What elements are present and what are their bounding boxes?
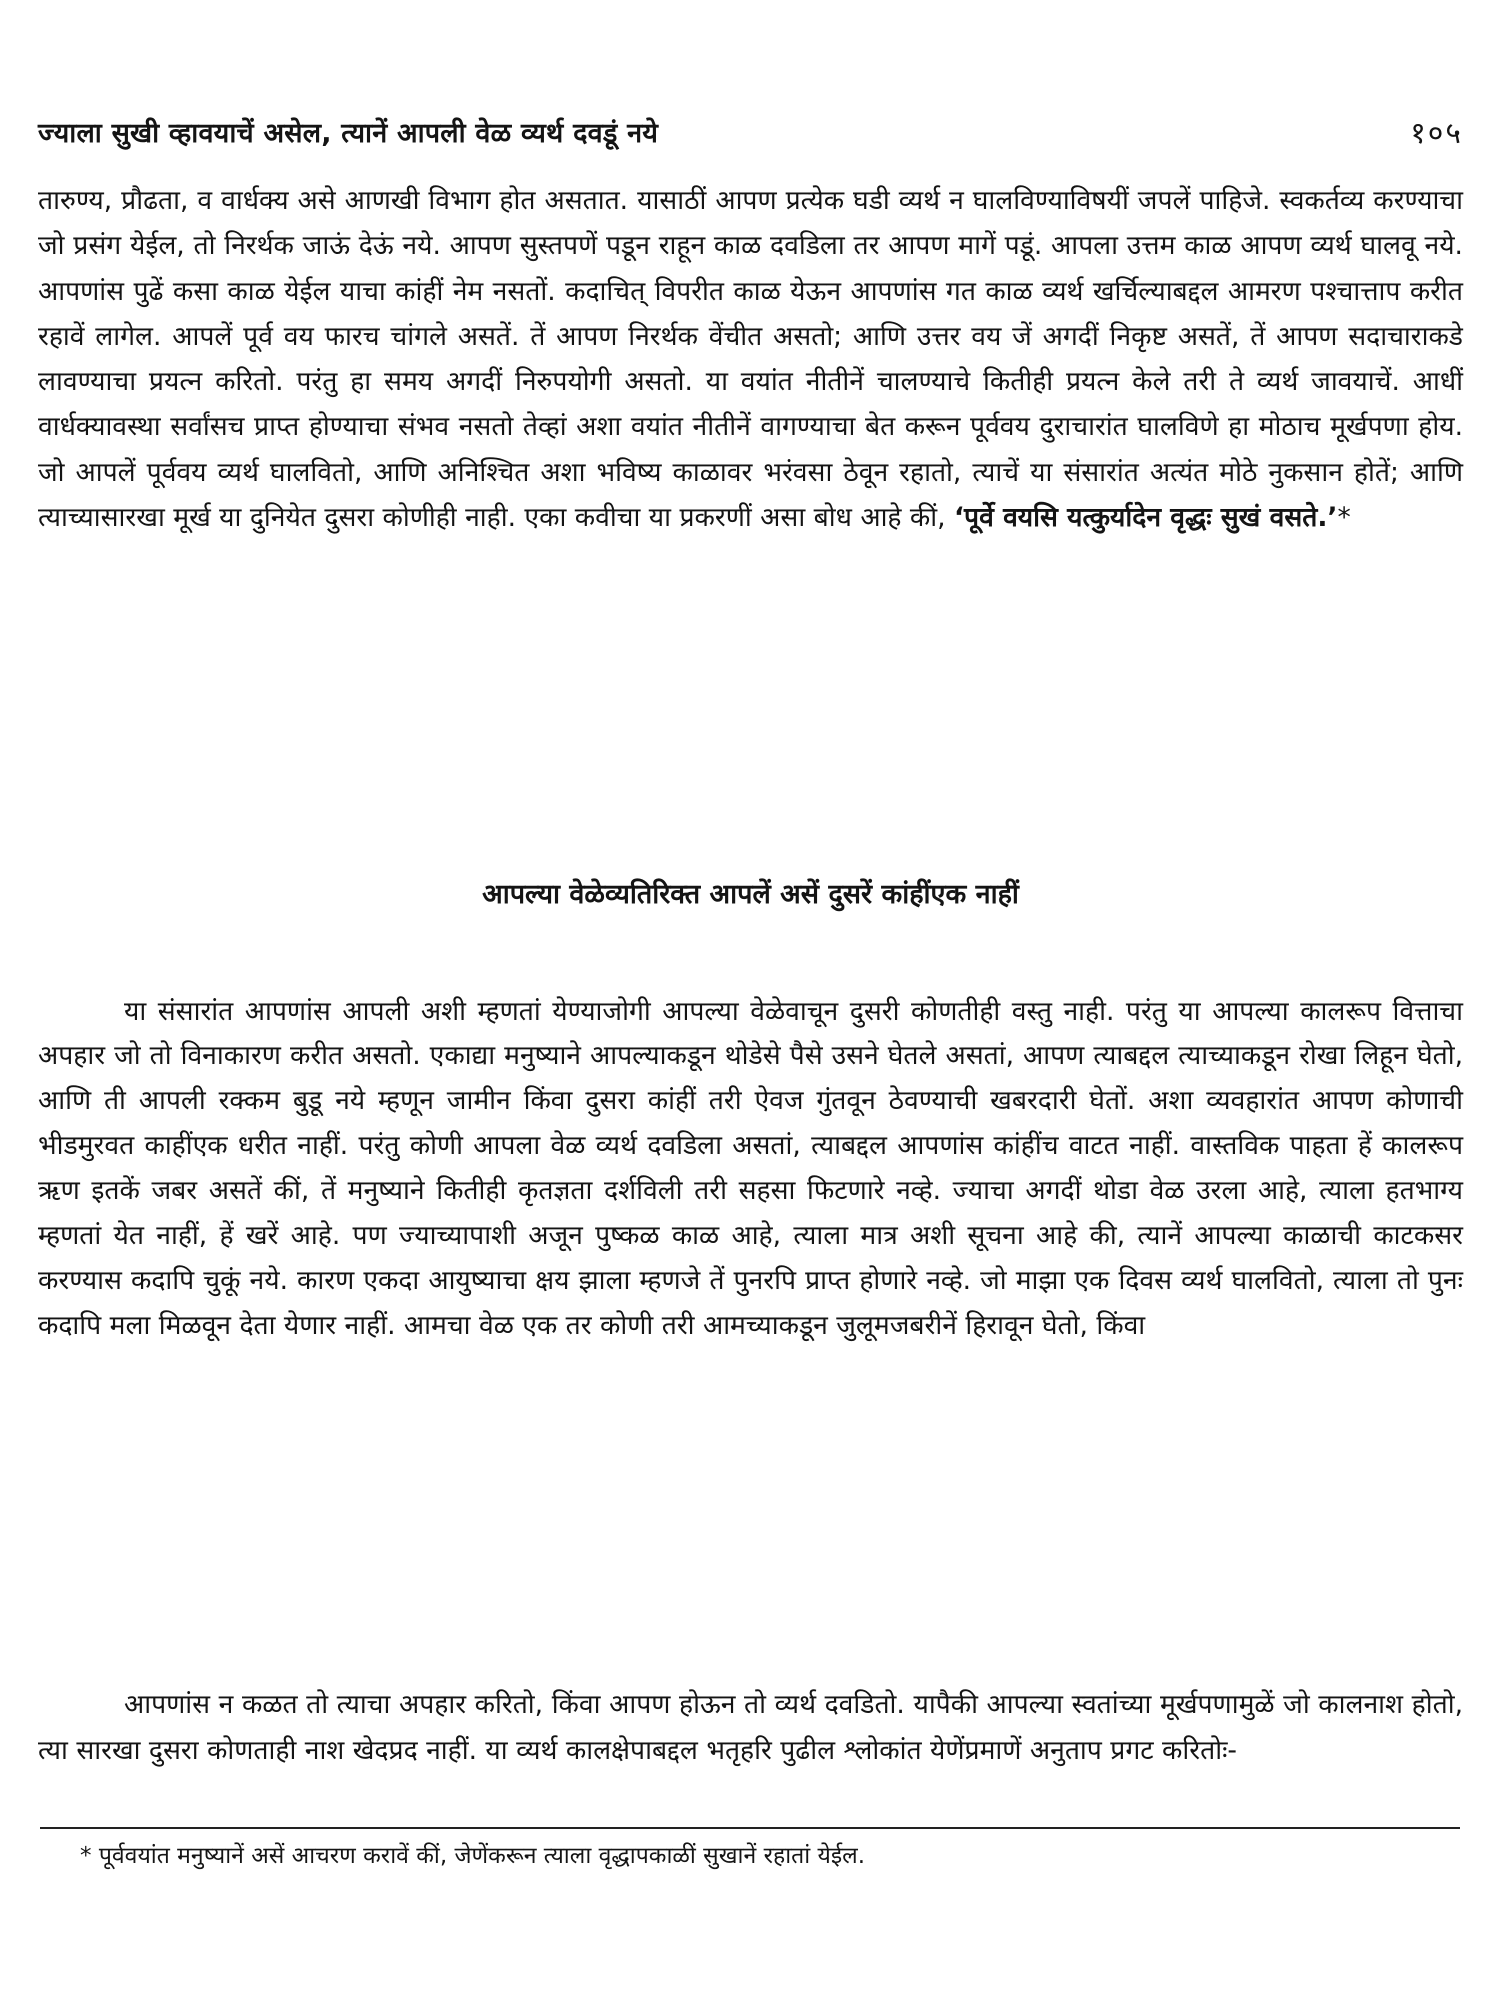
- paragraph-1: [38, 178, 1463, 540]
- footnote-mark: *: [80, 1843, 92, 1869]
- footnote-text: पूर्ववयांत मनुष्यानें असें आचरण करावें कीं, जेणेंकरून त्याला वृद्धापकाळीं सुखानें रहातां येईल.: [98, 1843, 866, 1869]
- page-number: १०५: [1410, 115, 1463, 151]
- paragraph-2: या संसारांत आपणांस आपली अशी म्हणतां येण्याजोगी आपल्या वेळेवाचून दुसरी कोणतीही वस्तु नाही. परंतु या आपल्या कालरूप वित्ताचा अपहार जो तो विनाकारण करीत असतो. एकाद्या मनुष्याने आपल्याकडून थोडेसे पैसे उसने घेतले असतां, आपण त्याबद्दल त्याच्याकडून रोखा लिहून घेतो, आणि ती आपली रक्कम बुडू नये म्हणून जामीन किंवा दुसरा कांहीं तरी ऐवज गुंतवून ठेवण्याची खबरदारी घेतों. अशा व्यवहारांत आपण कोणाची भीडमुरवत काहींएक धरीत नाहीं. परंतु कोणी आपला वेळ व्यर्थ दवडिला असतां, त्याबद्दल आपणांस कांहींच वाटत नाहीं. वास्तविक पाहता हें कालरूप ऋण इतकें जबर असतें कीं, तें मनुष्याने कितीही कृतज्ञता दर्शविली तरी सहसा फिटणारे नव्हे. ज्याचा अगदीं थोडा वेळ उरला आहे, त्याला हतभाग्य म्हणतां येत नाहीं, हें खरें आहे. पण ज्याच्यापाशी अजून पुष्कळ काळ आहे, त्याला मात्र अशी सूचना आहे की, त्यानें आपल्या काळाची काटकसर करण्यास कदापि चुकूं नये. कारण एकदा आयुष्याचा क्षय झाला म्हणजे तें पुनरपि प्राप्त होणारे नव्हे. जो माझा एक दिवस व्यर्थ घालवितो, त्याला तो पुनः कदापि मला मिळवून देता येणार नाहीं. आमचा वेळ एक तर कोणी तरी आमच्याकडून जुलूमजबरीनें हिरावून घेतो, किंवा: [38, 995, 1463, 1341]
- paragraph-1-text: तारुण्य, प्रौढता, व वार्धक्य असे आणखी विभाग होत असतात. यासाठीं आपण प्रत्येक घडी व्यर्थ न घालविण्याविषयीं जपलें पाहिजे. स्वकर्तव्य करण्याचा जो प्रसंग येईल, तो निरर्थक जाऊं देऊं नये. आपण सुस्तपणें पडून राहून काळ दवडिला तर आपण मागें पडूं. आपला उत्तम काळ आपण व्यर्थ घालवू नये. आपणांस पुढें कसा काळ येईल याचा कांहीं नेम नसतों. कदाचित् विपरीत काळ येऊन आपणांस गत काळ व्यर्थ खर्चिल्याबद्दल आमरण पश्चात्ताप करीत रहावें लागेल. आपलें पूर्व वय फारच चांगले असतें. तें आपण निरर्थक वेंचीत असतो; आणि उत्तर वय जें अगदीं निकृष्ट असतें, तें आपण सदाचाराकडे लावण्याचा प्रयत्न करितो. परंतु हा समय अगदीं निरुपयोगी असतो. या वयांत नीतीनें चालण्याचे कितीही प्रयत्न केले तरी ते व्यर्थ जावयाचें. आधीं वार्धक्यावस्था सर्वांसच प्राप्त होण्याचा संभव नसतो तेव्हां अशा वयांत नीतीनें वागण्याचा बेत करून पूर्ववय दुराचारांत घालविणे हा मोठाच मूर्खपणा होय. जो आपलें पूर्ववय व्यर्थ घालवितो, आणि अनिश्चित अशा भविष्य काळावर भरंवसा ठेवून रहातो, त्याचें या संसारांत अत्यंत मोठे नुकसान होतें; आणि त्याच्यासारखा मूर्ख या दुनियेत दुसरा कोणीही नाही. एका कवीचा या प्रकरणीं असा बोध आहे कीं,: [38, 185, 1463, 534]
- paragraph-3: आपणांस न कळत तो त्याचा अपहार करितो, किंवा आपण होऊन तो व्यर्थ दवडितो. यापैकी आपल्या स्वतांच्या मूर्खपणामुळें जो कालनाश होतो, त्या सारखा दुसरा कोणताही नाश खेदप्रद नाहीं. या व्यर्थ कालक्षेपाबद्दल भतृहरि पुढील श्लोकांत येणेंप्रमाणें अनुताप प्रगट करितोः-: [38, 1688, 1463, 1766]
- section-heading: आपल्या वेळेव्यतिरिक्त आपलें असें दुसरें कांहींएक नाहीं: [482, 879, 1019, 910]
- footnote-divider: [40, 1827, 1460, 1829]
- footnote-reference-mark: *: [1337, 502, 1351, 534]
- header-title: ज्याला सुखी व्हावयाचें असेल, त्यानें आपली वेळ व्यर्थ दवडूं नये: [38, 117, 659, 149]
- footnote: [80, 1838, 1460, 1874]
- running-header: [38, 106, 1463, 156]
- sanskrit-quote: ‘पूर्वे वयसि यत्कुर्यादेन वृद्धः सुखं वसते.’: [953, 502, 1338, 534]
